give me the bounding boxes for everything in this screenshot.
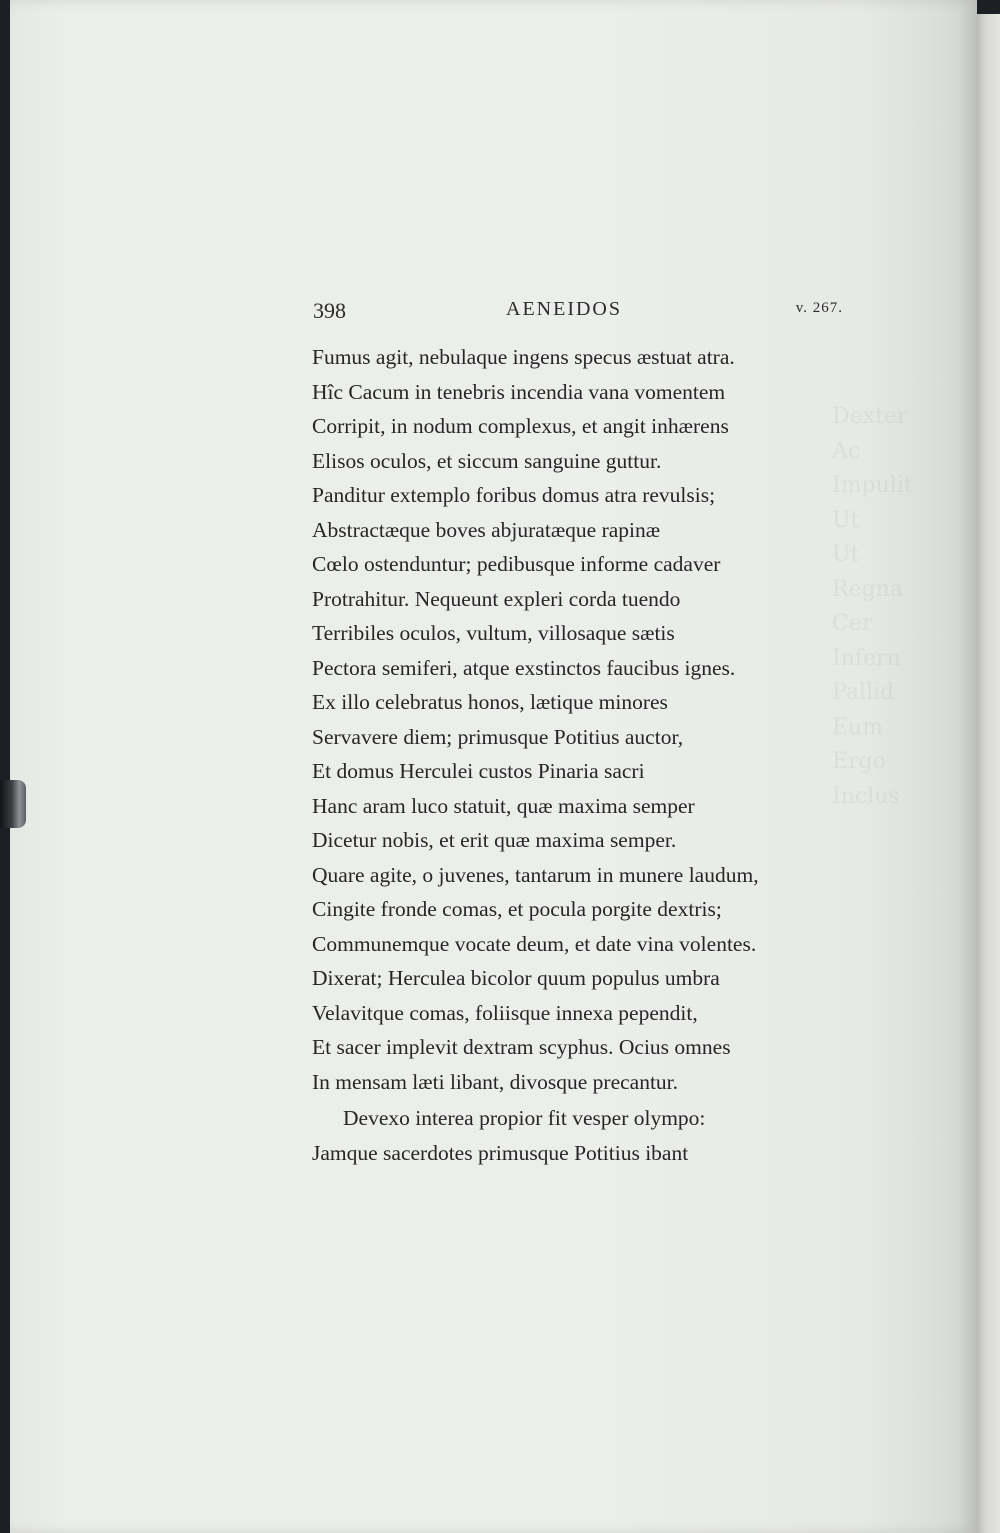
verse-line: Protrahitur. Nequeunt expleri corda tuendo bbox=[312, 586, 681, 611]
book-page bbox=[10, 0, 977, 1533]
verse-line: Cœlo ostenduntur; pedibusque informe cadaver bbox=[312, 552, 721, 576]
verse-line: Dixerat; Herculea bicolor quum populus umbra bbox=[312, 966, 720, 990]
verse-line: Velavitque comas, foliisque innexa pependit, bbox=[312, 1000, 698, 1025]
verse-line: Et domus Herculei custos Pinaria sacri bbox=[312, 759, 645, 783]
verse-line: Corripit, in nodum complexus, et angit inhærens bbox=[312, 414, 729, 438]
verse-line: Cingite fronde comas, et pocula porgite dextris; bbox=[312, 897, 722, 921]
verse-line: Hîc Cacum in tenebris incendia vana vomentem bbox=[312, 379, 726, 404]
running-head bbox=[313, 298, 843, 328]
adjacent-page-edge bbox=[977, 14, 1000, 1533]
verse-line: Servavere diem; primusque Potitius auctor, bbox=[312, 724, 684, 749]
verse-text bbox=[312, 340, 913, 1170]
verse-line: Et sacer implevit dextram scyphus. Ocius omnes bbox=[312, 1035, 731, 1059]
verse-line: Panditur extemplo foribus domus atra revulsis; bbox=[312, 483, 716, 507]
verse-line: Fumus agit, nebulaque ingens specus æstuat atra. bbox=[312, 345, 735, 369]
verse-line-paragraph-start: Devexo interea propior fit vesper olympo: bbox=[343, 1106, 706, 1130]
page-number: 398 bbox=[313, 298, 346, 323]
verse-line: Jamque sacerdotes primusque Potitius ibant bbox=[312, 1140, 689, 1165]
running-title: AENEIDOS bbox=[506, 298, 622, 320]
verse-line: Ex illo celebratus honos, lætique minores bbox=[312, 690, 668, 714]
verse-line: In mensam læti libant, divosque precantur. bbox=[312, 1069, 679, 1094]
verse-line: Quare agite, o juvenes, tantarum in munere laudum, bbox=[312, 862, 759, 887]
verse-line: Abstractæque boves abjuratæque rapinæ bbox=[312, 517, 661, 542]
verse-line: Hanc aram luco statuit, quæ maxima semper bbox=[312, 793, 695, 818]
verse-line: Pectora semiferi, atque exstinctos faucibus ignes. bbox=[312, 655, 736, 680]
verse-line: Elisos oculos, et siccum sanguine guttur. bbox=[312, 448, 662, 473]
show-through-text: Dexter Ac Impulit Ut Ut Regna Cer Infern Pallid Eum Ergo Inclus bbox=[832, 404, 913, 809]
verse-reference: v. 267. bbox=[795, 300, 843, 316]
verse-line: Communemque vocate deum, et date vina volentes. bbox=[312, 931, 757, 956]
verse-line: Dicetur nobis, et erit quæ maxima semper. bbox=[312, 828, 677, 852]
verse-line: Terribiles oculos, vultum, villosaque sætis bbox=[312, 621, 675, 645]
book-clip bbox=[0, 780, 26, 828]
